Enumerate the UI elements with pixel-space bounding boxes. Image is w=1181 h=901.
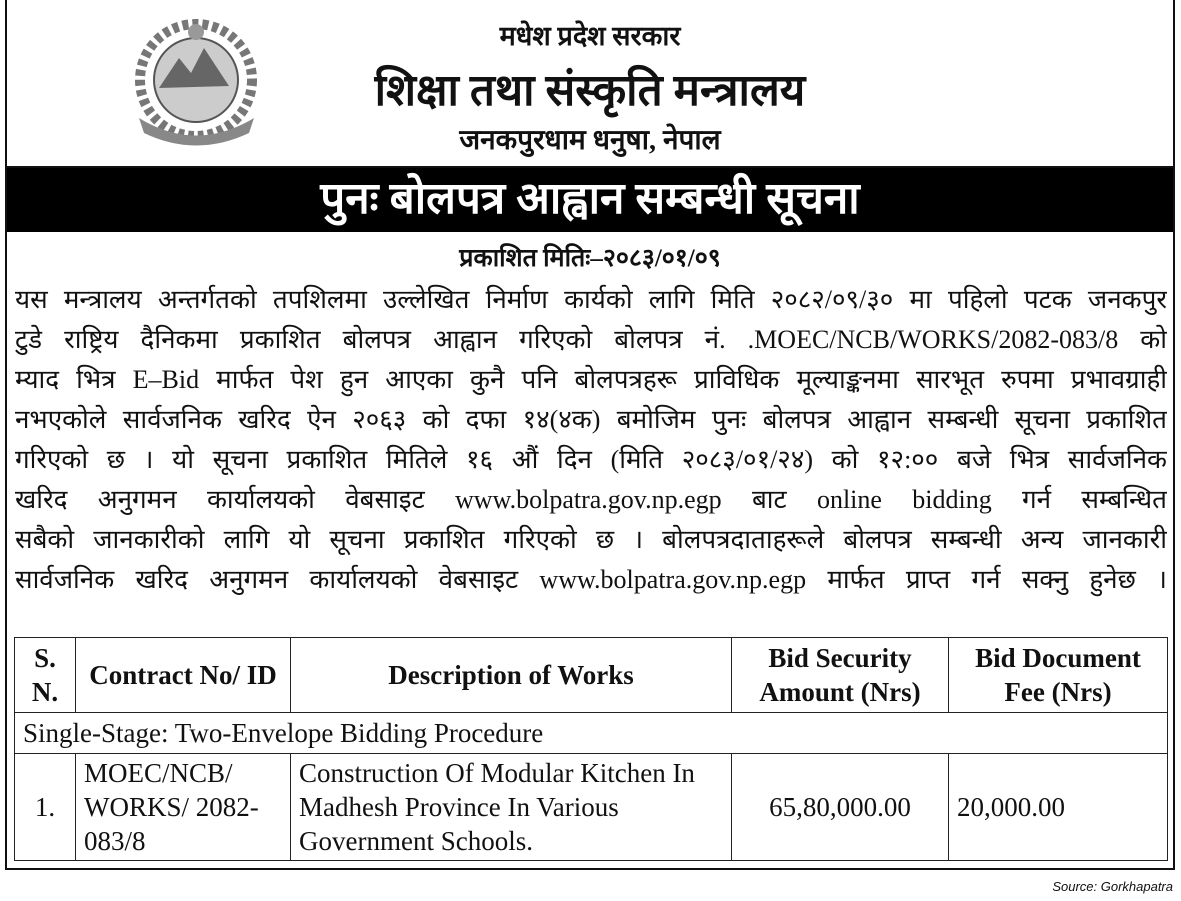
table-row	[15, 754, 1168, 861]
body-line: म्याद भित्र E–Bid मार्फत पेश हुन आएका कुनै पनि बोलपत्रहरू प्राविधिक मूल्याङ्कनमा सारभूत रुपमा प्रभावग्राही	[15, 365, 1167, 394]
header-document-fee: Bid Document Fee (Nrs)	[949, 638, 1168, 713]
cell-bid-security: 65,80,000.00	[732, 754, 949, 861]
header-bid-security: Bid Security Amount (Nrs)	[732, 638, 949, 713]
procedure-label: Single-Stage: Two-Envelope Bidding Procedure	[15, 713, 1168, 754]
section-row	[15, 713, 1168, 754]
notice-title: पुनः बोलपत्र आह्वान सम्बन्धी सूचना	[7, 168, 1173, 232]
notice-body	[15, 280, 1167, 600]
body-line: टुडे राष्ट्रिय दैनिकमा प्रकाशित बोलपत्र आह्वान गरिएको बोलपत्र नं. .MOEC/NCB/WORKS/2082-083/8 को	[15, 325, 1167, 354]
cell-sn: 1.	[15, 754, 76, 861]
header-sn: S. N.	[15, 638, 76, 713]
body-line: नभएकोले सार्वजनिक खरिद ऐन २०६३ को दफा १४(४क) बमोजिम पुनः बोलपत्र आह्वान सम्बन्धी सूचना प्रकाशित	[15, 405, 1167, 434]
source-credit: Source: Gorkhapatra	[1052, 879, 1173, 894]
government-name: मधेश प्रदेश सरकार	[499, 21, 681, 51]
body-line: सबैको जानकारीको लागि यो सूचना प्रकाशित गरिएको छ । बोलपत्रदाताहरूले बोलपत्र सम्बन्धी अन्य जानकारी	[15, 525, 1167, 554]
ministry-name: शिक्षा तथा संस्कृति मन्त्रालय	[374, 66, 806, 115]
table-header-row	[15, 638, 1168, 713]
cell-document-fee: 20,000.00	[949, 754, 1168, 861]
notice-frame	[5, 0, 1175, 870]
body-line: सार्वजनिक खरिद अनुगमन कार्यालयको वेबसाइट www.bolpatra.gov.np.egp मार्फत प्राप्त गर्न सक्नु हुनेछ ।	[15, 565, 1167, 594]
header-description: Description of Works	[291, 638, 732, 713]
published-date: प्रकाशित मितिः–२०८३/०१/०९	[459, 245, 721, 272]
body-line: गरिएको छ । यो सूचना प्रकाशित मितिले १६ औं दिन (मिति २०८३/०१/२४) को १२:०० बजे भित्र सार्वजनिक	[15, 445, 1167, 474]
body-line: यस मन्त्रालय अन्तर्गतको तपशिलमा उल्लेखित निर्माण कार्यको लागि मिति २०८२/०९/३० मा पहिलो पटक जनकपुर	[15, 285, 1167, 314]
cell-contract: MOEC/NCB/ WORKS/ 2082-083/8	[76, 754, 291, 861]
ministry-location: जनकपुरधाम धनुषा, नेपाल	[459, 125, 721, 156]
contract-table	[14, 637, 1168, 861]
header-contract: Contract No/ ID	[76, 638, 291, 713]
notice-header	[7, 0, 1173, 168]
body-line: खरिद अनुगमन कार्यालयको वेबसाइट www.bolpatra.gov.np.egp बाट online bidding गर्न सम्बन्धित	[15, 485, 1167, 514]
cell-description: Construction Of Modular Kitchen In Madhesh Province In Various Government Schools.	[291, 754, 732, 861]
